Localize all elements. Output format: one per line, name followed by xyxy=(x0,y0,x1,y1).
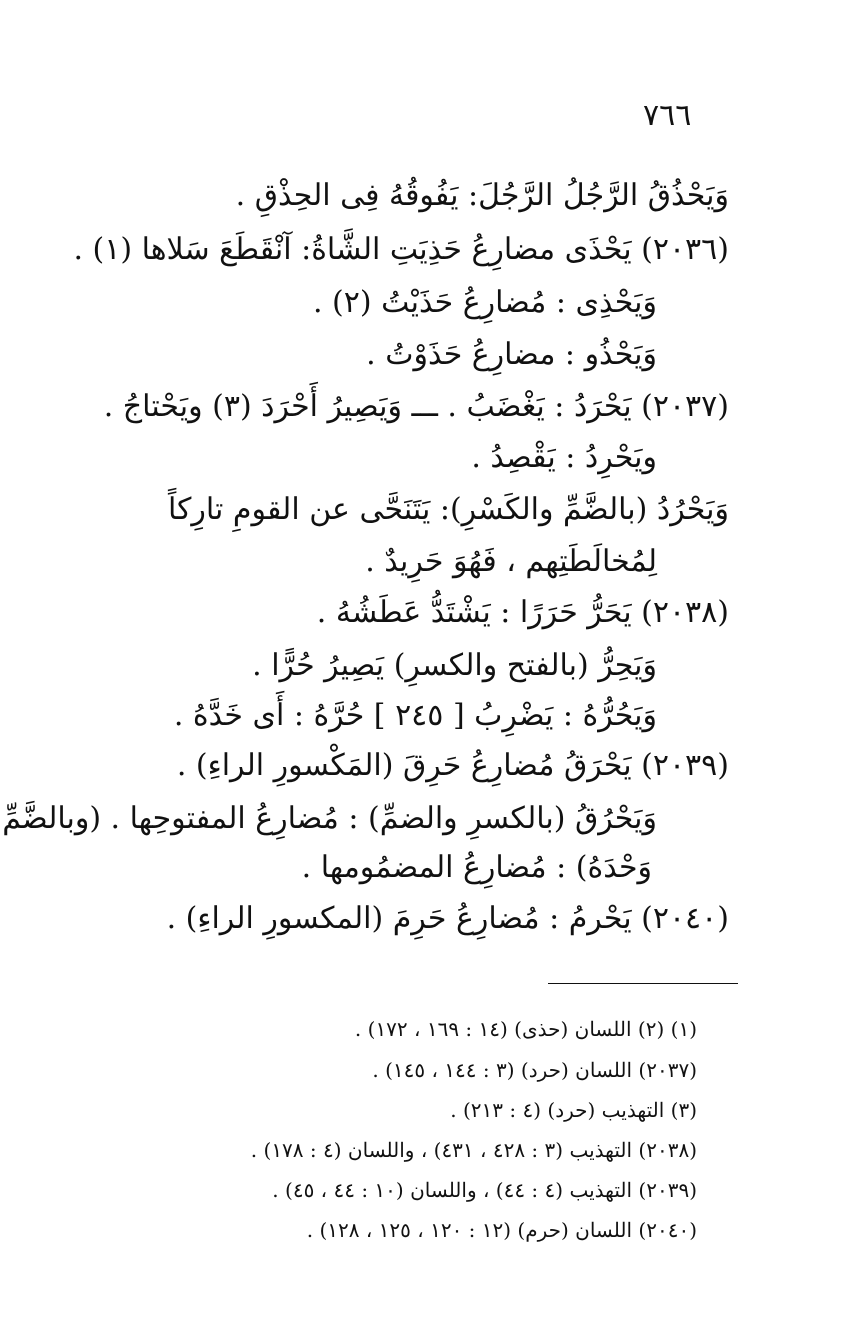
entry-2036: (٢٠٣٦) يَحْذَى مضارِعُ حَذِيَتِ الشَّاةُ: آنْقَطَعَ سَلاها (١) . xyxy=(73,232,729,267)
body-line: ويَحْرِدُ : يَقْصِدُ . xyxy=(471,440,657,475)
entry-2038: (٢٠٣٨) يَحَرُّ حَرَرًا : يَشْتَدُّ عَطَشُهُ . xyxy=(316,595,729,630)
page-number: ٧٦٦ xyxy=(643,98,692,133)
body-line: وَيَحِرُّ (بالفتح والكسرِ) يَصِيرُ حُرًّا . xyxy=(252,648,657,683)
footnote: (٢٠٤٠) اللسان (حرم) (١٢ : ١٢٠ ، ١٢٥ ، ١٢٨) . xyxy=(306,1218,697,1242)
footnote: (٢٠٣٩) التهذيب (٤ : ٤٤) ، واللسان (١٠ : ٤٤ ، ٤٥) . xyxy=(272,1178,697,1202)
footnote: (١) (٢) اللسان (حذى) (١٤ : ١٦٩ ، ١٧٢) . xyxy=(354,1017,697,1041)
body-line: وَحْدَهُ) : مُضارِعُ المضمُومها . xyxy=(301,850,652,885)
body-line: لِمُخالَطَتِهم ، فَهُوَ حَرِيدٌ . xyxy=(365,544,657,579)
body-line: وَيَحْذِى : مُضارِعُ حَذَيْتُ (٢) . xyxy=(312,285,657,320)
body-line: وَيَحْذُقُ الرَّجُلُ الرَّجُلَ: يَفُوقُهُ فِى الحِذْقِ . xyxy=(235,178,729,213)
entry-2040: (٢٠٤٠) يَحْرمُ : مُضارِعُ حَرِمَ (المكسورِ الراءِ) . xyxy=(166,901,729,936)
footnote: (٢٠٣٧) اللسان (حرد) (٣ : ١٤٤ ، ١٤٥) . xyxy=(372,1058,697,1082)
body-line: وَيَحْرُقُ (بالكسرِ والضمِّ) : مُضارِعُ المفتوحِها . (وبالضَّمِّ xyxy=(2,801,657,836)
entry-2037: (٢٠٣٧) يَحْرَدُ : يَغْضَبُ . ـــ وَيَصِيرُ أَحْرَدَ (٣) ويَحْتاجُ . xyxy=(103,389,729,424)
footnote: (٢٠٣٨) التهذيب (٣ : ٤٢٨ ، ٤٣١) ، واللسان (٤ : ١٧٨) . xyxy=(250,1138,697,1162)
body-line: وَيَحْذُو : مضارِعُ حَذَوْتُ . xyxy=(366,337,657,372)
body-line: وَيَحُرُّهُ : يَضْرِبُ [ ٢٤٥ ] حُرَّهُ : أَى خَدَّهُ . xyxy=(173,698,657,733)
footnote-divider xyxy=(548,983,738,984)
entry-2039: (٢٠٣٩) يَحْرَقُ مُضارِعُ حَرِقَ (المَكْسورِ الراءِ) . xyxy=(176,748,729,783)
footnote: (٣) التهذيب (حرد) (٤ : ٢١٣) . xyxy=(450,1098,697,1122)
body-line: وَيَحْرُدُ (بالضَّمِّ والكَسْرِ): يَتَنَحَّى عن القومِ تارِكاً xyxy=(168,492,729,527)
